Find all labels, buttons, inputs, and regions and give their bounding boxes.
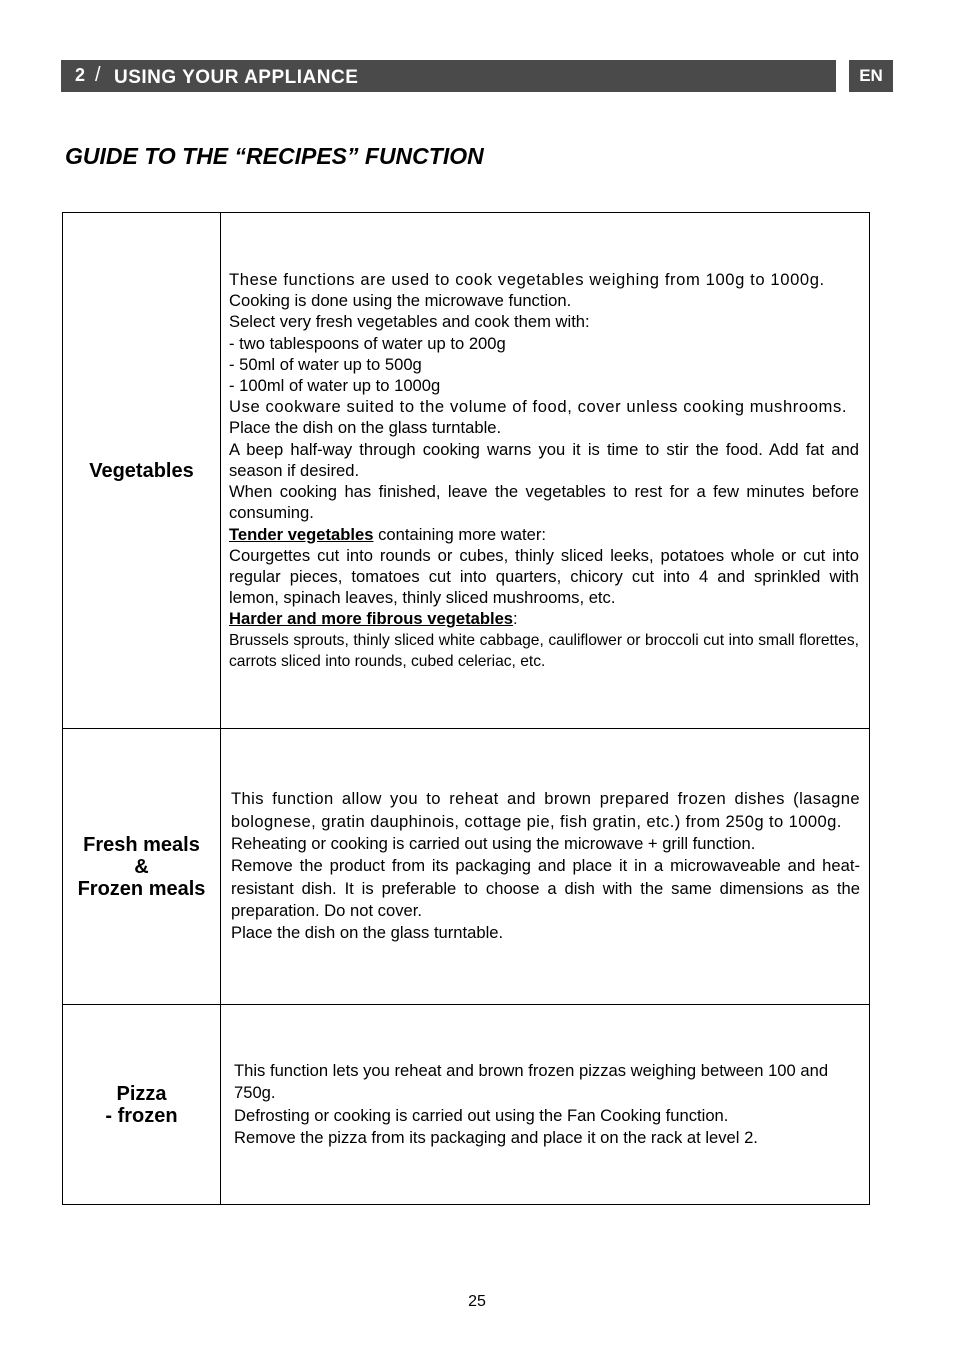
content-line: When cooking has finished, leave the vegetables to rest for a few minutes before consuming. xyxy=(229,482,859,523)
row-content-vegetables xyxy=(221,213,870,729)
content-line: - 100ml of water up to 1000g xyxy=(229,376,441,396)
content-line: Reheating or cooking is carried out using the microwave + grill function. xyxy=(231,834,756,854)
language-badge: EN xyxy=(849,60,893,92)
content-line: Cooking is done using the microwave function. xyxy=(229,291,572,311)
page-title: GUIDE TO THE “RECIPES” FUNCTION xyxy=(65,143,484,169)
table-row-pizza-frozen xyxy=(63,1005,870,1205)
row-label-text: Pizza xyxy=(116,1082,167,1105)
content-line: Place the dish on the glass turntable. xyxy=(229,418,502,438)
content-line: This function allow you to reheat and brown prepared frozen dishes (lasagne bolognese, gratin dauphinois, cottage pie, fish gratin, etc.) from 250g to 1000g. xyxy=(231,789,860,831)
row-label-text: Fresh meals xyxy=(83,833,200,856)
content-line: Select very fresh vegetables and cook them with: xyxy=(229,312,590,332)
row-label-vegetables xyxy=(63,213,221,729)
content-line: A beep half-way through cooking warns you it is time to stir the food. Add fat and season if desired. xyxy=(229,439,859,480)
section-title: USING YOUR APPLIANCE xyxy=(114,67,359,88)
page-number: 25 xyxy=(468,1293,486,1310)
row-label-text: - frozen xyxy=(105,1104,178,1127)
content-line: Brussels sprouts, thinly sliced white cabbage, cauliflower or broccoli cut into small florettes, carrots sliced into rounds, cubed celeriac, etc. xyxy=(229,631,859,670)
content-line: Courgettes cut into rounds or cubes, thinly sliced leeks, potatoes whole or cut into regular pieces, tomatoes cut into quarters, chicory cut into 4 and sprinkled with lemon, spinach leaves, thinly sliced mushrooms, etc. xyxy=(229,545,859,608)
row-content-pizza-frozen xyxy=(221,1005,870,1205)
content-line: Place the dish on the glass turntable. xyxy=(231,923,504,943)
recipes-table xyxy=(62,212,870,1205)
content-line: Remove the pizza from its packaging and place it on the rack at level 2. xyxy=(234,1127,758,1147)
tender-vegetables-suffix: containing more water: xyxy=(373,524,546,544)
section-header-bar xyxy=(61,60,836,92)
table-row-vegetables xyxy=(63,213,870,729)
table-row-fresh-frozen-meals xyxy=(63,729,870,1005)
content-line: Defrosting or cooking is carried out using the Fan Cooking function. xyxy=(234,1105,729,1125)
row-label-fresh-frozen-meals xyxy=(63,729,221,1005)
content-line: - 50ml of water up to 500g xyxy=(229,354,422,374)
content-line: These functions are used to cook vegetables weighing from 100g to 1000g. xyxy=(229,270,825,290)
row-label-text: Frozen meals xyxy=(77,877,206,900)
content-line: Use cookware suited to the volume of food, cover unless cooking mushrooms. xyxy=(229,397,848,417)
tender-vegetables-paragraph xyxy=(229,524,859,545)
content-line: Remove the product from its packaging and place it in a microwaveable and heat-resistant dish. It is preferable to choose a dish with the same dimensions as the preparation. Do not cover. xyxy=(231,856,860,920)
harder-vegetables-suffix: : xyxy=(513,609,518,629)
tender-vegetables-heading: Tender vegetables xyxy=(229,524,374,544)
section-number: 2 xyxy=(75,65,86,85)
row-label-text: & xyxy=(134,855,149,878)
harder-vegetables-paragraph xyxy=(229,608,859,629)
row-label-text: Vegetables xyxy=(89,459,194,482)
content-line: This function lets you reheat and brown frozen pizzas weighing between 100 and 750g. xyxy=(234,1061,829,1103)
row-label-pizza-frozen xyxy=(63,1005,221,1205)
content-line: - two tablespoons of water up to 200g xyxy=(229,333,506,353)
row-content-fresh-frozen-meals xyxy=(221,729,870,1005)
harder-vegetables-heading: Harder and more fibrous vegetables xyxy=(229,609,514,629)
section-slash: / xyxy=(95,64,101,86)
